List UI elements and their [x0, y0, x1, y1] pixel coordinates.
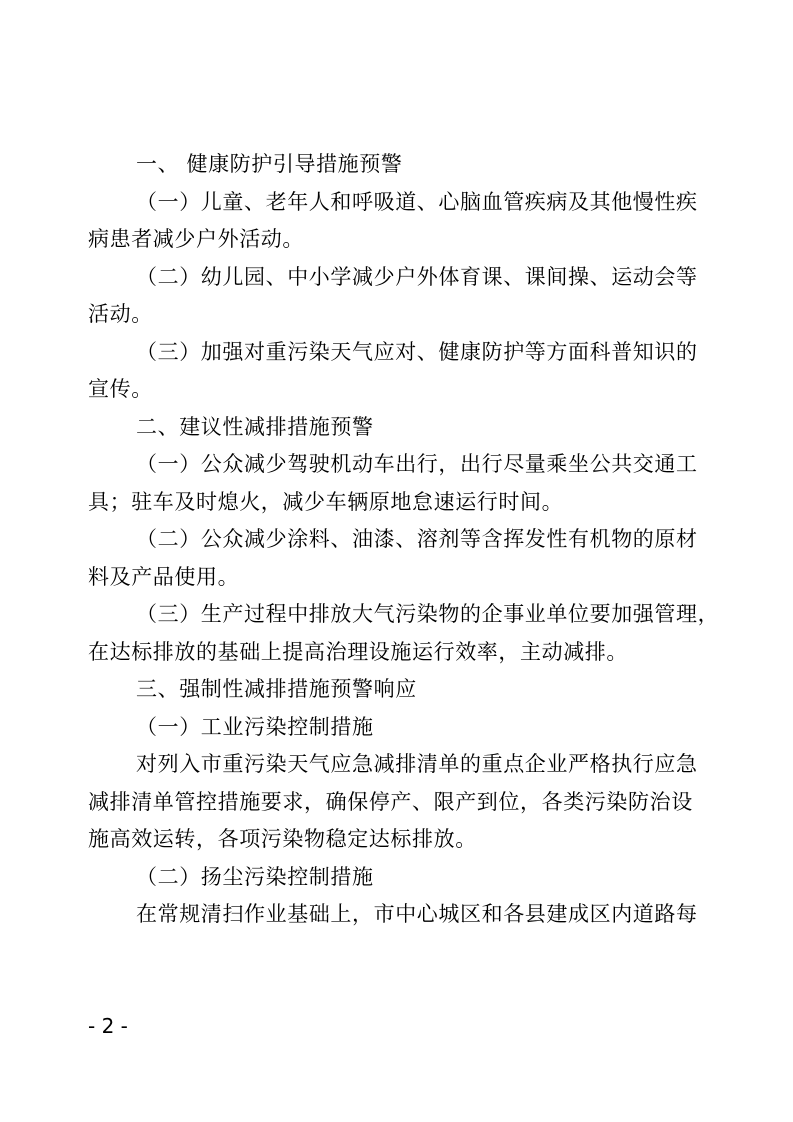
subsection-heading: （一）工业污染控制措施 — [136, 714, 374, 739]
paragraph-line: 活动。 — [88, 302, 153, 326]
paragraph-line: 病患者减少户外活动。 — [88, 227, 304, 251]
paragraph-line: （一）公众减少驾驶机动车出行，出行尽量乘坐公共交通工 — [136, 452, 698, 476]
paragraph-line: （二）幼儿园、中小学减少户外体育课、课间操、运动会等 — [136, 264, 698, 289]
section-heading-2: 二、建议性减排措施预警 — [136, 414, 374, 439]
paragraph-line: （三）生产过程中排放大气污染物的企事业单位要加强管理， — [136, 602, 720, 626]
paragraph-line: 在常规清扫作业基础上，市中心城区和各县建成区内道路每 — [136, 902, 698, 926]
document-body — [88, 146, 720, 934]
paragraph-line: 宣传。 — [88, 377, 153, 401]
paragraph-line: （二）公众减少涂料、油漆、溶剂等含挥发性有机物的原材 — [136, 527, 698, 551]
paragraph-line: 料及产品使用。 — [88, 564, 240, 589]
section-heading-1: 一、 健康防护引导措施预警 — [136, 152, 403, 176]
paragraph-line: （三）加强对重污染天气应对、健康防护等方面科普知识的 — [136, 339, 698, 364]
subsection-heading: （二）扬尘污染控制措施 — [136, 864, 374, 889]
paragraph-line: 减排清单管控措施要求，确保停产、限产到位，各类污染防治设 — [88, 789, 693, 814]
section-heading-3: 三、强制性减排措施预警响应 — [136, 677, 417, 701]
page-number: - 2 - — [88, 1014, 128, 1038]
paragraph-line: （一）儿童、老年人和呼吸道、心脑血管疾病及其他慢性疾 — [136, 189, 698, 214]
paragraph-line: 具；驻车及时熄火，减少车辆原地怠速运行时间。 — [88, 489, 564, 514]
paragraph-line: 在达标排放的基础上提高治理设施运行效率，主动减排。 — [88, 639, 628, 664]
paragraph-line: 施高效运转，各项污染物稳定达标排放。 — [88, 827, 477, 851]
paragraph-line: 对列入市重污染天气应急减排清单的重点企业严格执行应急 — [136, 752, 698, 776]
